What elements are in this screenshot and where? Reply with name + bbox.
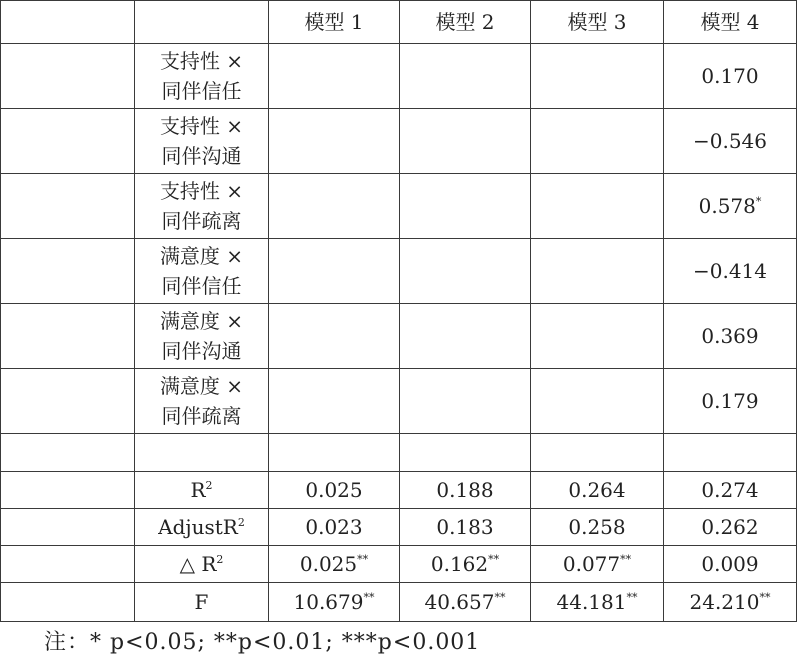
empty-cell (531, 239, 664, 304)
header-model-3: 模型 3 (531, 1, 664, 44)
row-label: $R^2$ (135, 472, 269, 509)
header-model-2: 模型 2 (400, 1, 531, 44)
header-model-4: 模型 4 (664, 1, 797, 44)
table-row (1, 109, 797, 174)
row-label: F (135, 583, 269, 622)
empty-cell (531, 304, 664, 369)
empty-cell (400, 174, 531, 239)
blank-cell (1, 472, 135, 509)
row-label: 满意度 × 同伴信任 (135, 239, 269, 304)
table-row (1, 369, 797, 434)
model-1-value: 0.023 (269, 509, 400, 546)
model-1-value: 0.025** (269, 546, 400, 583)
blank-cell (1, 546, 135, 583)
empty-cell (400, 239, 531, 304)
model-4-value: 0.262 (664, 509, 797, 546)
empty-cell (531, 44, 664, 109)
empty-cell (400, 109, 531, 174)
empty-cell (531, 174, 664, 239)
empty-cell (269, 239, 400, 304)
table-footnote: 注：* p<0.05; **p<0.01; ***p<0.001 (44, 630, 481, 655)
model-3-value: 0.077** (531, 546, 664, 583)
row-label: 支持性 × 同伴沟通 (135, 109, 269, 174)
empty-cell (269, 109, 400, 174)
table-row (1, 304, 797, 369)
empty-cell (531, 109, 664, 174)
header-model-1: 模型 1 (269, 1, 400, 44)
stat-row-r2 (1, 472, 797, 509)
empty-cell (531, 369, 664, 434)
model-4-value: −0.414 (664, 239, 797, 304)
blank-cell (1, 174, 135, 239)
row-label: AdjustR$^2$ (135, 509, 269, 546)
model-4-value: 0.578* (664, 174, 797, 239)
model-1-value: 10.679** (269, 583, 400, 622)
row-label: 满意度 × 同伴沟通 (135, 304, 269, 369)
model-4-value: 0.274 (664, 472, 797, 509)
blank-cell (1, 109, 135, 174)
blank-cell (1, 239, 135, 304)
empty-cell (400, 44, 531, 109)
row-label: △ $R^2$ (135, 546, 269, 583)
header-row (1, 1, 797, 44)
blank-cell (1, 304, 135, 369)
empty-cell (400, 304, 531, 369)
blank-cell (1, 583, 135, 622)
blank-cell (1, 369, 135, 434)
header-blank-cell (1, 1, 135, 44)
spacer-row (1, 434, 797, 472)
empty-cell (269, 304, 400, 369)
model-4-value: 0.170 (664, 44, 797, 109)
model-4-value: 0.369 (664, 304, 797, 369)
empty-cell (269, 369, 400, 434)
blank-cell (1, 44, 135, 109)
model-2-value: 0.183 (400, 509, 531, 546)
stat-row-delta-r2 (1, 546, 797, 583)
table-row (1, 174, 797, 239)
blank-cell (1, 509, 135, 546)
empty-cell (269, 44, 400, 109)
row-label: 满意度 × 同伴疏离 (135, 369, 269, 434)
table-row (1, 44, 797, 109)
model-4-value: 0.179 (664, 369, 797, 434)
model-3-value: 0.258 (531, 509, 664, 546)
model-4-value: 0.009 (664, 546, 797, 583)
empty-cell (400, 369, 531, 434)
model-1-value: 0.025 (269, 472, 400, 509)
stat-row-f (1, 583, 797, 622)
model-2-value: 0.162** (400, 546, 531, 583)
stat-row-adjust-r2 (1, 509, 797, 546)
empty-cell (269, 174, 400, 239)
model-2-value: 0.188 (400, 472, 531, 509)
model-2-value: 40.657** (400, 583, 531, 622)
row-label: 支持性 × 同伴疏离 (135, 174, 269, 239)
model-4-value: 24.210** (664, 583, 797, 622)
row-label: 支持性 × 同伴信任 (135, 44, 269, 109)
model-3-value: 0.264 (531, 472, 664, 509)
model-3-value: 44.181** (531, 583, 664, 622)
table-row (1, 239, 797, 304)
model-4-value: −0.546 (664, 109, 797, 174)
header-blank-cell (135, 1, 269, 44)
